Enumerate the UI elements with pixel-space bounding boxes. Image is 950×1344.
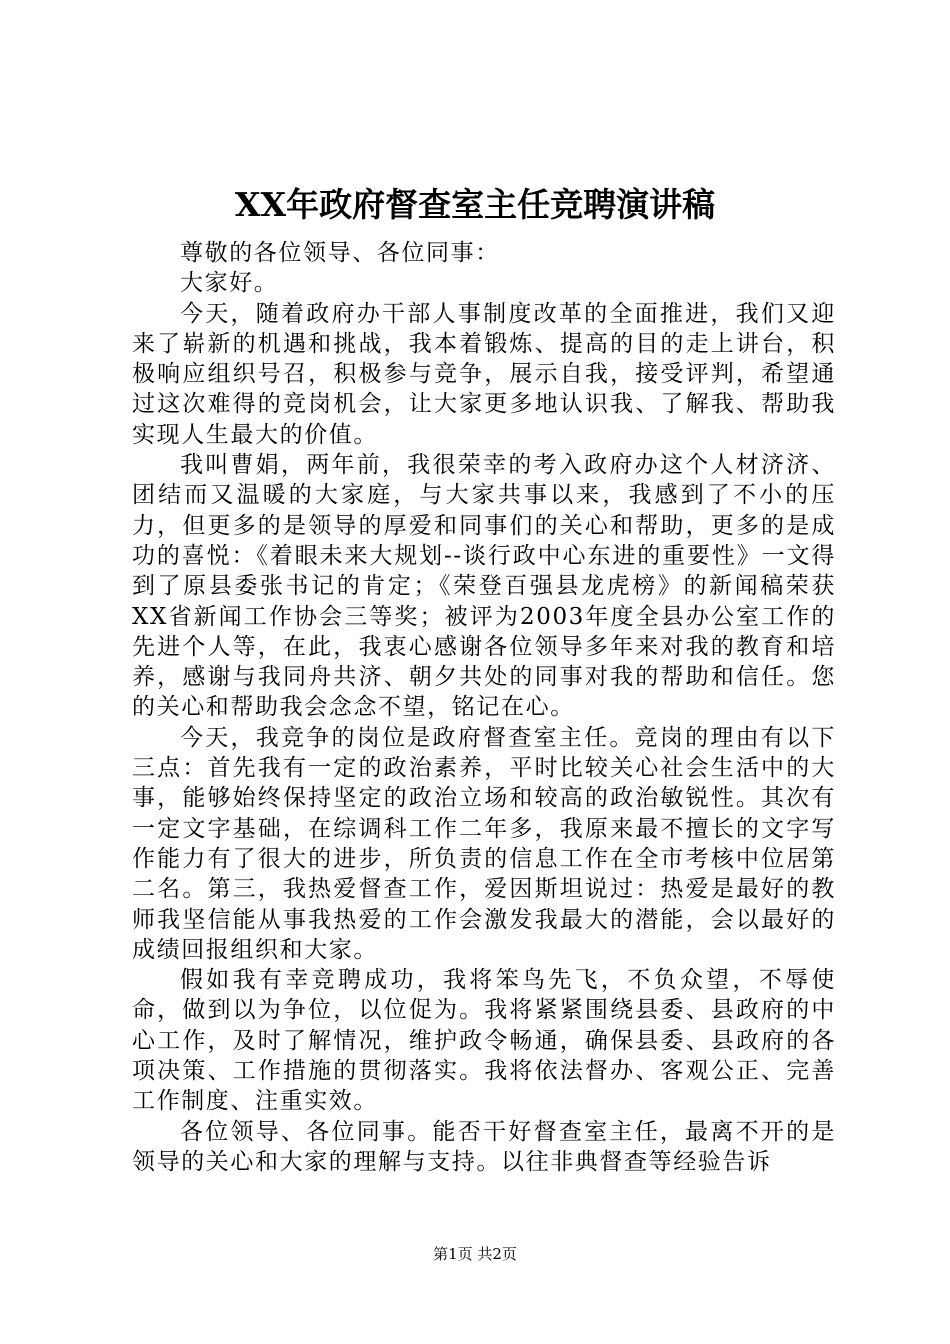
document-title: XX年政府督查室主任竞聘演讲稿: [234, 185, 716, 224]
greeting: 大家好。: [180, 270, 279, 297]
paragraph: 我叫曹娟，两年前，我很荣幸的考入政府办这个人材济济、团结而又温暖的大家庭，与大家共事以来，我感到了不小的压力，但更多的是领导的厚爱和同事们的关心和帮助，更多的是成功的喜悦：《着眼未来大规划--谈行政中心东进的重要性》一文得到了原县委张书记的肯定；《荣登百强县龙虎榜》的新闻稿荣获XX省新闻工作协会三等奖；被评为2003年度全县办公室工作的先进个人等，在此，我衷心感谢各位领导多年来对我的教育和培养，感谢与我同舟共济、朝夕共处的同事对我的帮助和信任。您的关心和帮助我会念念不望，铭记在心。: [132, 452, 836, 721]
salutation: 尊敬的各位领导、各位同事：: [180, 240, 500, 266]
paragraph: 今天，随着政府办干部人事制度改革的全面推进，我们又迎来了崭新的机遇和挑战，我本着锻炼、提高的目的走上讲台，积极响应组织号召，积极参与竞争，展示自我，接受评判，希望通过这次难得的竞岗机会，让大家更多地认识我、了解我、帮助我实现人生最大的价值。: [132, 300, 836, 448]
paragraph: 假如我有幸竞聘成功，我将笨鸟先飞，不负众望，不辱使命，做到以为争位，以位促为。我将紧紧围绕县委、县政府的中心工作，及时了解情况，维护政令畅通，确保县委、县政府的各项决策、工作措施的贯彻落实。我将依法督办、客观公正、完善工作制度、注重实效。: [132, 967, 836, 1115]
paragraph: 今天，我竞争的岗位是政府督查室主任。竞岗的理由有以下三点：首先我有一定的政治素养，平时比较关心社会生活中的大事，能够始终保持坚定的政治立场和较高的政治敏锐性。其次有一定文字基础，在综调科工作二年多，我原来最不擅长的文字写作能力有了很大的进步，所负责的信息工作在全市考核中位居第二名。第三，我热爱督查工作，爱因斯坦说过：热爱是最好的教师我坚信能从事我热爱的工作会激发我最大的潜能，会以最好的成绩回报组织和大家。: [132, 724, 836, 963]
page-number-footer: 第1页 共2页: [433, 1245, 517, 1263]
paragraph: 各位领导、各位同事。能否干好督查室主任，最离不开的是领导的关心和大家的理解与支持。以往非典督查等经验告诉: [132, 1118, 836, 1175]
document-body: [132, 238, 836, 1177]
